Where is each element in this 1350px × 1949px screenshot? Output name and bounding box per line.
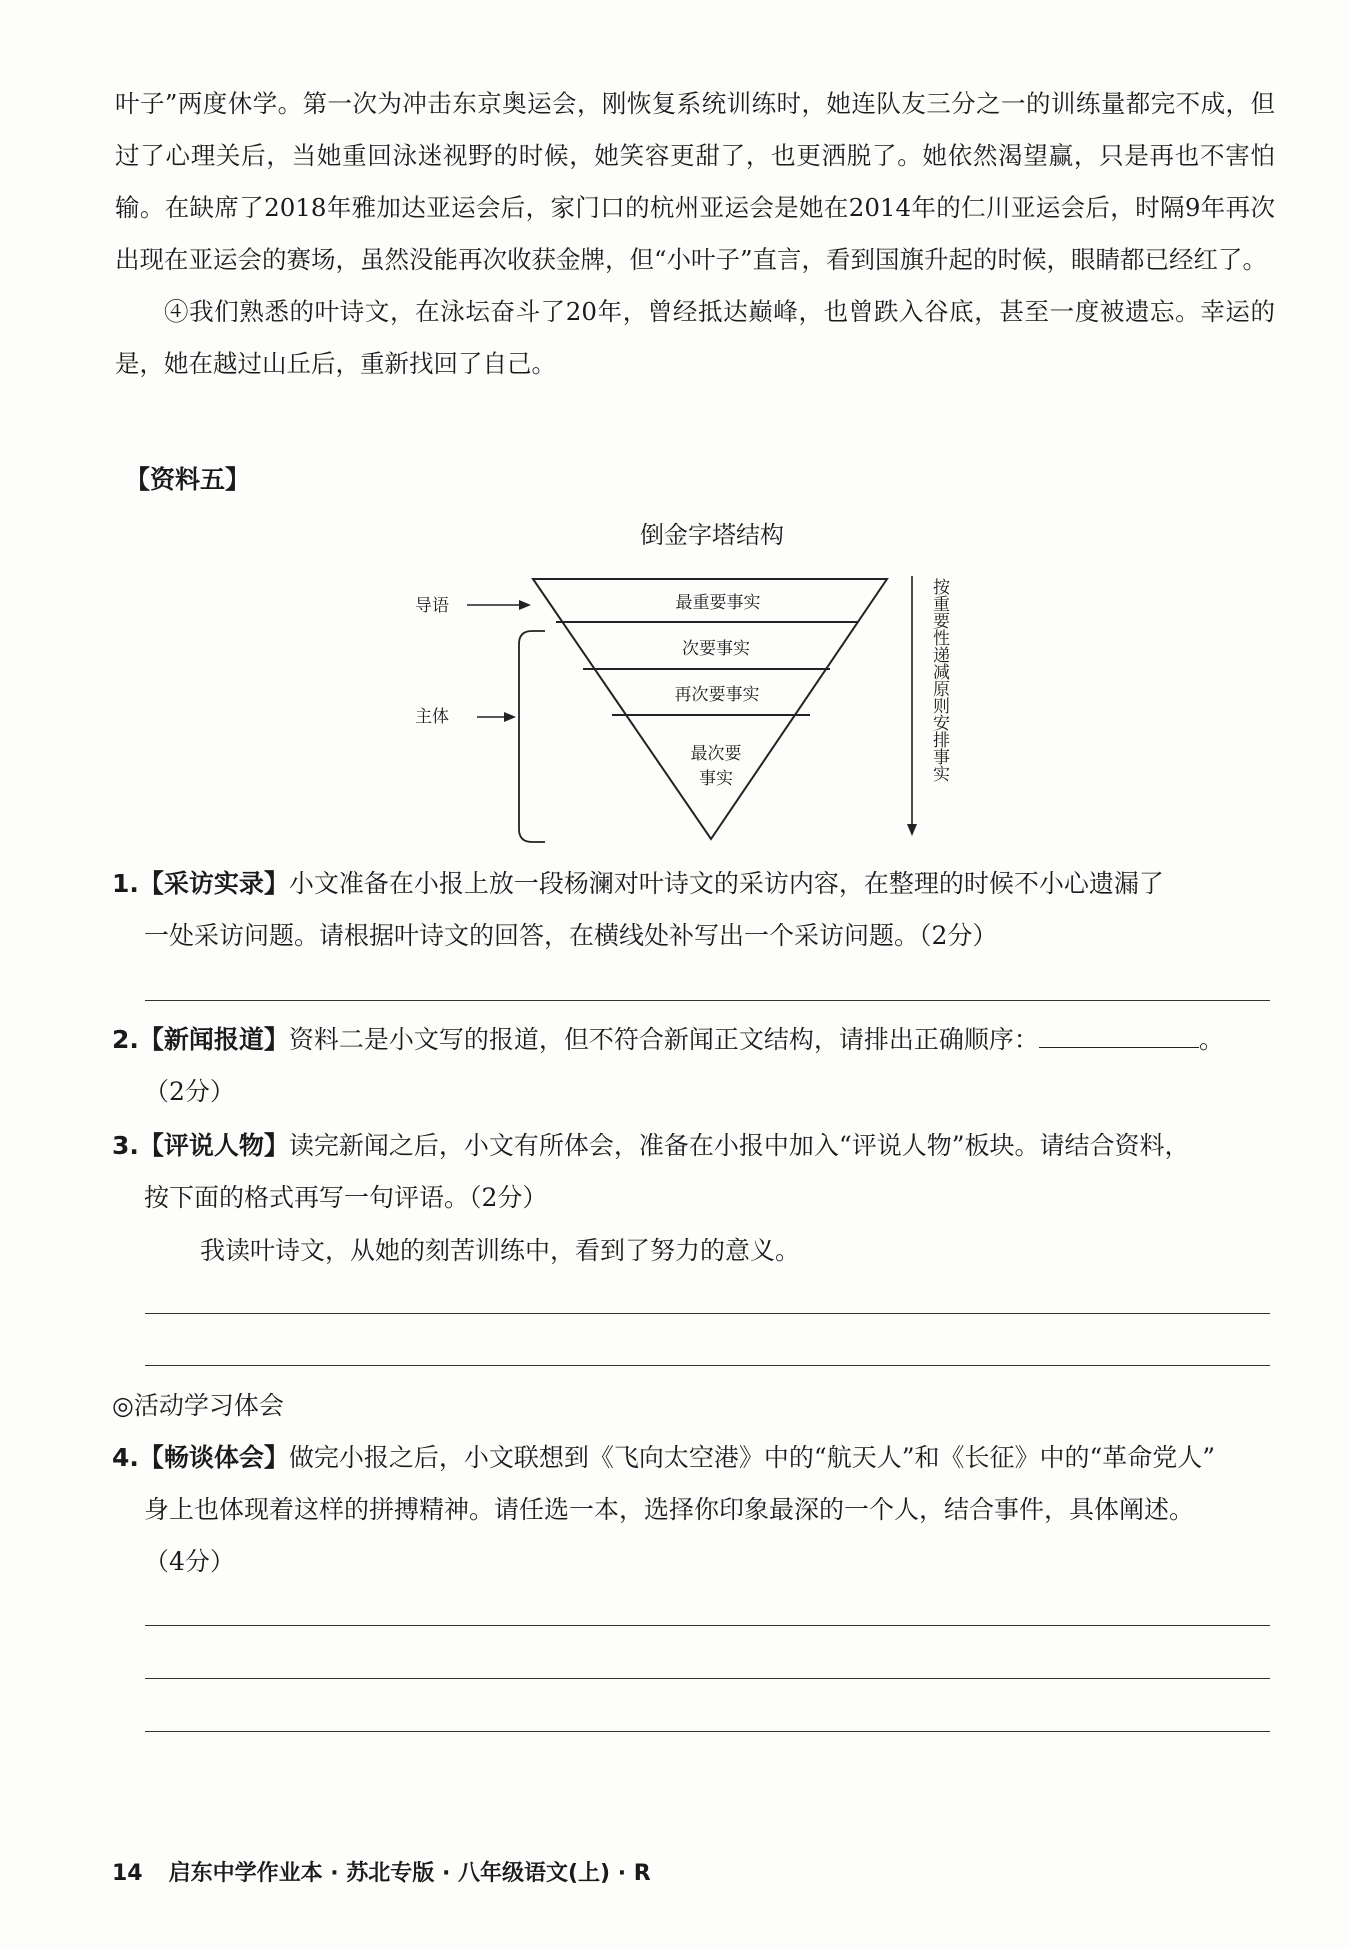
- diagram-title: 倒金字塔结构: [640, 521, 784, 549]
- question-2: [112, 1014, 1277, 1118]
- tier-secondary: 次要事实: [682, 639, 750, 659]
- question-1-text-1: 小文准备在小报上放一段杨澜对叶诗文的采访内容，在整理的时候不小心遗漏了: [288, 869, 1164, 898]
- question-1: [112, 858, 1277, 962]
- question-1-number: 1.: [112, 869, 139, 898]
- question-3-text-2: 按下面的格式再写一句评语。（2分）: [144, 1183, 548, 1212]
- tier-least-line2: 事实: [699, 769, 733, 789]
- activity-heading: ◎活动学习体会: [112, 1391, 284, 1420]
- q4-answer-line-2[interactable]: [145, 1678, 1270, 1679]
- article-continuation: [115, 78, 1275, 390]
- body-arrow-head: [504, 712, 516, 722]
- question-4: [112, 1432, 1277, 1588]
- question-4-text-2: 身上也体现着这样的拼搏精神。请任选一本，选择你印象最深的一个人，结合事件，具体阐述。: [144, 1495, 1195, 1524]
- label-lead: 导语: [415, 596, 449, 616]
- question-3-tag: 【评说人物】: [138, 1131, 289, 1160]
- pyramid-outline: [533, 579, 887, 839]
- question-2-text-1: 资料二是小文写的报道，但不符合新闻正文结构，请排出正确顺序：: [288, 1025, 1039, 1054]
- material-5-heading: 【资料五】: [125, 465, 251, 494]
- question-2-text-2: （2分）: [144, 1077, 235, 1106]
- inverted-pyramid-diagram: [400, 510, 980, 855]
- question-4-text-1: 做完小报之后，小文联想到《飞向太空港》中的“航天人”和《长征》中的“革命党人”: [288, 1443, 1216, 1472]
- question-3-text-1: 读完新闻之后，小文有所体会，准备在小报中加入“评说人物”板块。请结合资料，: [288, 1131, 1190, 1160]
- question-2-number: 2.: [112, 1025, 139, 1054]
- q3-answer-line-2[interactable]: [145, 1365, 1270, 1366]
- importance-arrow-head: [907, 824, 917, 836]
- q1-answer-line[interactable]: [145, 1000, 1270, 1001]
- book-title: 启东中学作业本 · 苏北专版 · 八年级语文(上) · R: [168, 1861, 651, 1886]
- question-1-tag: 【采访实录】: [138, 869, 289, 898]
- question-3-sample: 我读叶诗文，从她的刻苦训练中，看到了努力的意义。: [200, 1236, 801, 1265]
- paragraph-3-end: 叶子”两度休学。第一次为冲击东京奥运会，刚恢复系统训练时，她连队友三分之一的训练量都完不成，但过了心理关后，当她重回泳迷视野的时候，她笑容更甜了，也更洒脱了。她依然渴望赢，只是再也不害怕输。在缺席了2018年雅加达亚运会后，家门口的杭州亚运会是她在2014年的仁川亚运会后，时隔9年再次出现在亚运会的赛场，虽然没能再次收获金牌，但“小叶子”直言，看到国旗升起的时候，眼睛都已经红了。: [115, 89, 1275, 274]
- paragraph-4: ④我们熟悉的叶诗文，在泳坛奋斗了20年，曾经抵达巅峰，也曾跌入谷底，甚至一度被遗忘。幸运的是，她在越过山丘后，重新找回了自己。: [115, 297, 1275, 378]
- tier-most-important: 最重要事实: [675, 593, 761, 613]
- importance-note: 按重要性递减原则安排事实: [929, 578, 949, 782]
- q4-answer-line-1[interactable]: [145, 1625, 1270, 1626]
- page-footer: [112, 1856, 651, 1887]
- tier-tertiary: 再次要事实: [674, 685, 760, 705]
- q2-answer-blank[interactable]: [1039, 1025, 1199, 1048]
- question-4-text-3: （4分）: [144, 1547, 235, 1576]
- question-3-number: 3.: [112, 1131, 139, 1160]
- q3-answer-line-1[interactable]: [145, 1313, 1270, 1314]
- question-2-period: 。: [1198, 1025, 1224, 1054]
- body-bracket: [519, 631, 545, 842]
- question-2-tag: 【新闻报道】: [138, 1025, 289, 1054]
- question-3: [112, 1120, 1277, 1224]
- lead-arrow-head: [519, 600, 531, 610]
- q4-answer-line-3[interactable]: [145, 1731, 1270, 1732]
- question-4-number: 4.: [112, 1443, 139, 1472]
- question-1-text-2: 一处采访问题。请根据叶诗文的回答，在横线处补写出一个采访问题。（2分）: [144, 921, 998, 950]
- label-body: 主体: [415, 707, 449, 727]
- question-4-tag: 【畅谈体会】: [138, 1443, 289, 1472]
- tier-least-line1: 最次要: [690, 744, 742, 764]
- page-number: 14: [112, 1861, 143, 1886]
